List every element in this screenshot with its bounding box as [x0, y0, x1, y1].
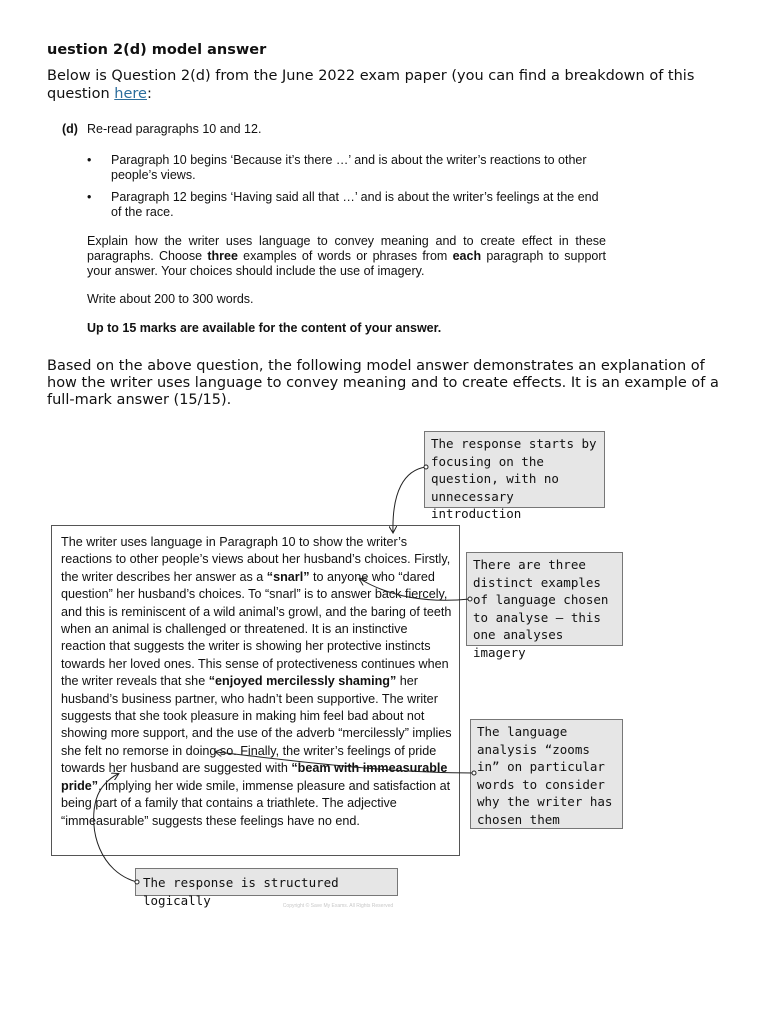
annotation-structure: The response is structured logically — [135, 868, 398, 896]
instructions-bold: three — [207, 249, 238, 263]
annotation-focus: The response starts by focusing on the question, with no unnecessary introduction — [424, 431, 605, 508]
bullet-dot: • — [87, 153, 92, 167]
intro-text: Below is Question 2(d) from the June 2022 exam paper (you can find a breakdown of this question — [47, 68, 695, 102]
bullet-text: Paragraph 12 begins ‘Having said all that …’ and is about the writer’s feelings at the end of the race. — [111, 190, 599, 219]
answer-text: , implying her wide smile, immense pleasure and satisfaction at being part of a family that contains a triathlete. The adjective “immeasurable” suggests these feelings have no end. — [61, 778, 451, 828]
answer-quote: “beam with immeasurable pride” — [61, 761, 448, 793]
instructions-bold: each — [452, 249, 482, 263]
instructions-text: paragraph to support your answer. Your choices should include the use of imagery. — [87, 249, 606, 278]
question-label: (d) — [62, 122, 78, 136]
answer-quote: “snarl” — [266, 569, 310, 584]
word-count-instruction: Write about 200 to 300 words. — [87, 292, 254, 306]
breakdown-link[interactable]: here — [114, 86, 147, 102]
answer-text: to anyone who “dared question” her husband’s choices. To “snarl” is to answer back fiercely, and this is reminiscent of a wild animal’s growl, and the baring of teeth when an animal is challenged or threatened. It is an instinctive reaction that suggests the writer is showing her protective instincts towards her loved ones. This sense of protectiveness continues when the writer reveals that she — [61, 569, 452, 689]
answer-text: her husband’s business partner, who hadn’t been supportive. The writer suggests that she took pleasure in making him feel bad about not showing more support, and the use of the adverb “mercilessly” implies she felt no remorse in doing so. Finally, the writer’s feelings of pride towards her husband are suggested with — [61, 674, 452, 776]
bullet-text: Paragraph 10 begins ‘Because it’s there …’ and is about the writer’s reactions to other people’s views. — [111, 153, 587, 182]
answer-text: The writer uses language in Paragraph 10 to show the writer’s reactions to other people’s views about her husband’s choices. Firstly, the writer describes her answer as a — [61, 535, 451, 584]
annotation-examples: There are three distinct examples of language chosen to analyse – this one analyses imagery — [466, 552, 623, 646]
annotation-zoom-in: The language analysis “zooms in” on particular words to consider why the writer has chosen them — [470, 719, 623, 829]
model-answer-text — [61, 534, 453, 830]
model-answer-intro: Based on the above question, the following model answer demonstrates an explanation of how the writer uses language to convey meaning and to create effects. It is an example of a full-mark answer (15/15). — [47, 358, 719, 408]
copyright-notice: Copyright © Save My Exams. All Rights Reserved — [282, 903, 394, 909]
section-heading: uestion 2(d) model answer — [47, 42, 267, 58]
instructions-text: Explain how the writer uses language to convey meaning and to create effect in these paragraphs. Choose — [87, 234, 606, 263]
model-answer-box — [51, 525, 460, 856]
answer-quote: “enjoyed mercilessly shaming” — [208, 674, 397, 689]
intro-colon: : — [146, 86, 152, 102]
question-instructions — [87, 234, 606, 279]
arrow-focus — [393, 467, 426, 532]
question-lead: Re-read paragraphs 10 and 12. — [87, 122, 262, 136]
marks-statement: Up to 15 marks are available for the content of your answer. — [87, 321, 442, 335]
bullet-dot: • — [87, 190, 92, 204]
intro-paragraph — [47, 67, 727, 103]
instructions-text: examples of words or phrases from — [237, 249, 453, 263]
